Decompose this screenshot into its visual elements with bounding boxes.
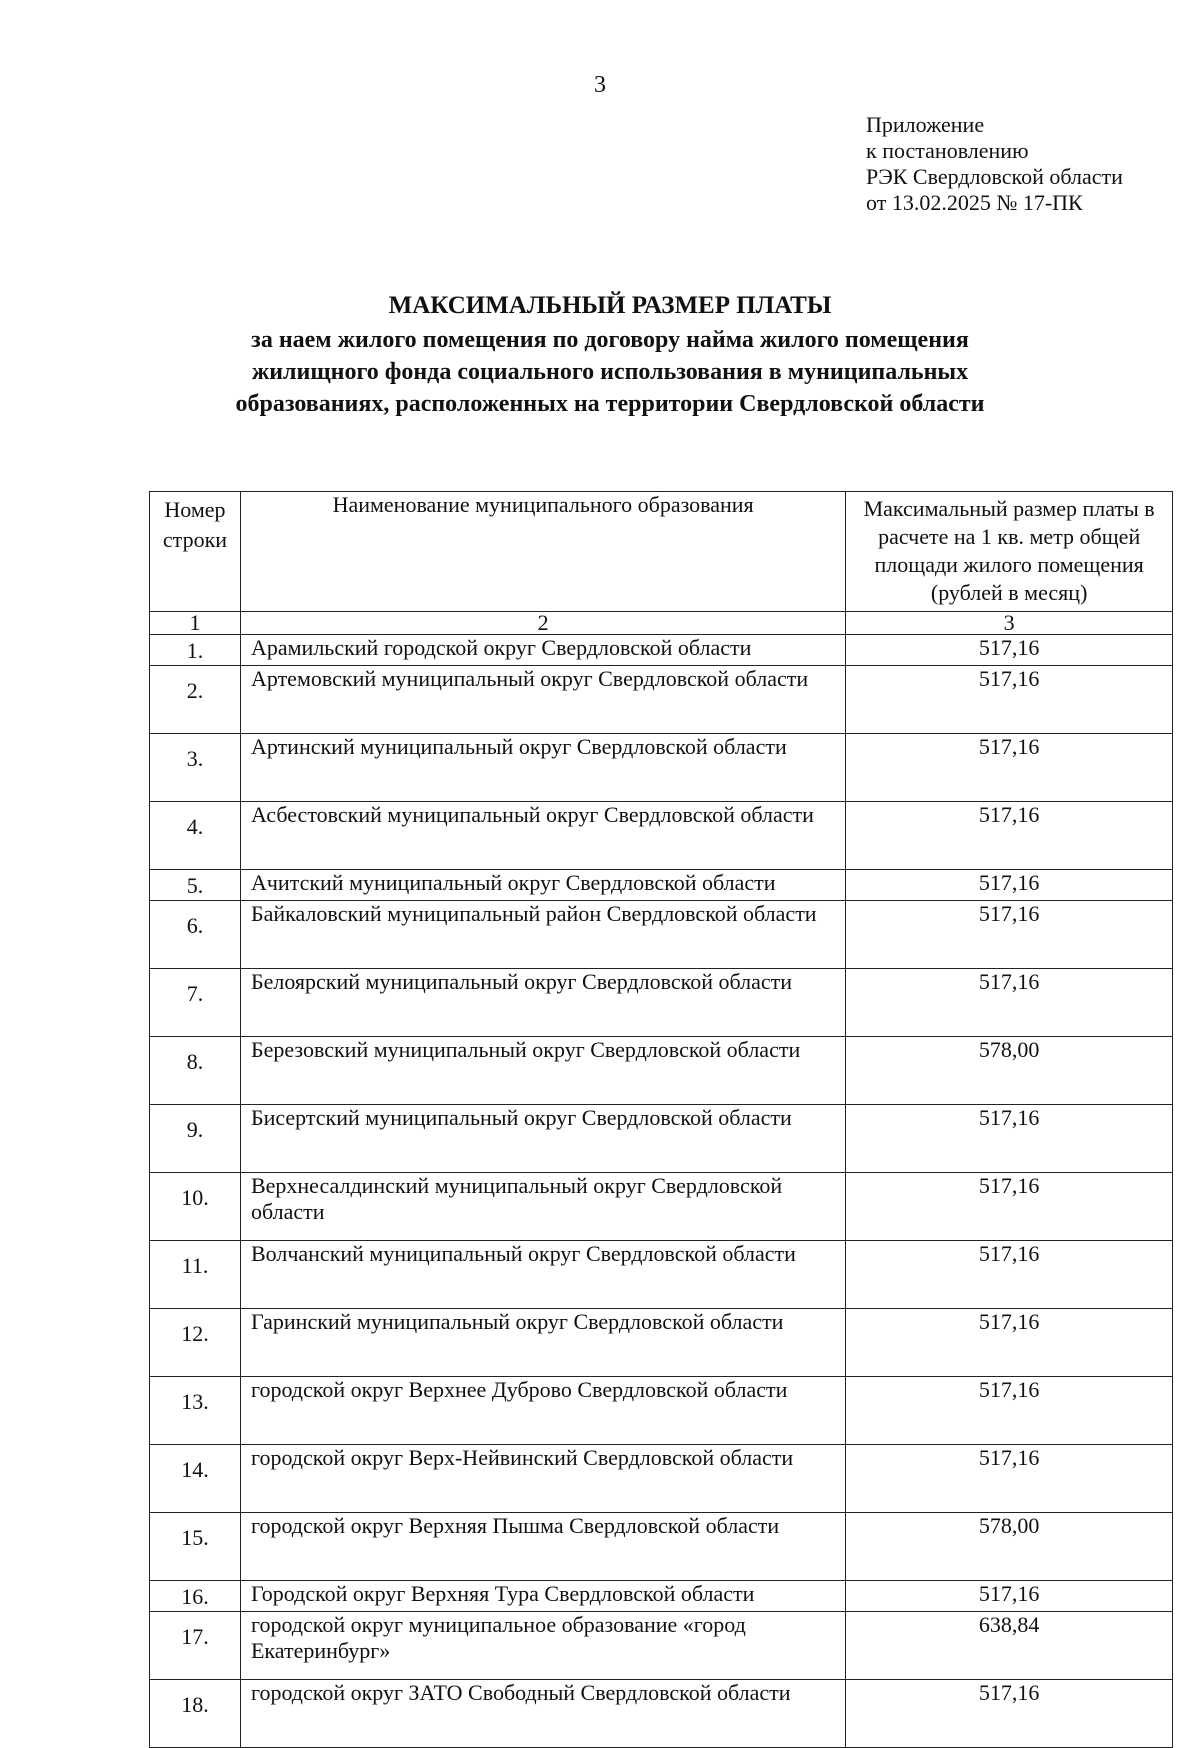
municipality-name: городской округ ЗАТО Свободный Свердловской области [240, 1680, 845, 1748]
municipality-name: Артемовский муниципальный округ Свердловской области [240, 666, 845, 734]
row-number: 8. [150, 1037, 241, 1105]
column-index: 1 [150, 612, 241, 635]
row-number: 13. [150, 1377, 241, 1445]
max-fee-value: 517,16 [846, 1241, 1173, 1309]
max-fee-value: 517,16 [846, 1680, 1173, 1748]
header-value: Максимальный размер платы в расчете на 1 кв. метр общей площади жилого помещения (рублей в месяц) [846, 492, 1173, 612]
row-number: 18. [150, 1680, 241, 1748]
appendix-line: к постановлению [866, 138, 1029, 163]
table-row [150, 1581, 1173, 1612]
page-number: 3 [594, 72, 606, 98]
row-number: 9. [150, 1105, 241, 1173]
title-subline: за наем жилого помещения по договору найма жилого помещения [251, 327, 969, 353]
appendix-line: Приложение [866, 112, 985, 137]
table-row [150, 901, 1173, 969]
header-row-number: Номер строки [150, 492, 241, 612]
municipality-name: Гаринский муниципальный округ Свердловской области [240, 1309, 845, 1377]
title-subline: образованиях, расположенных на территории Свердловской области [235, 391, 985, 417]
municipality-name: городской округ Верхняя Пышма Свердловской области [240, 1513, 845, 1581]
municipality-name: Ачитский муниципальный округ Свердловской области [240, 870, 845, 901]
table-row [150, 969, 1173, 1037]
table-row [150, 1037, 1173, 1105]
row-number: 7. [150, 969, 241, 1037]
document-title [150, 290, 1070, 420]
max-fee-value: 517,16 [846, 635, 1173, 666]
table-row [150, 666, 1173, 734]
table-row [150, 1241, 1173, 1309]
municipality-name: Асбестовский муниципальный округ Свердловской области [240, 802, 845, 870]
appendix-note [866, 112, 1123, 216]
title-main: МАКСИМАЛЬНЫЙ РАЗМЕР ПЛАТЫ [388, 292, 832, 319]
table-row [150, 1309, 1173, 1377]
row-number: 5. [150, 870, 241, 901]
table-row [150, 870, 1173, 901]
row-number: 2. [150, 666, 241, 734]
max-fee-value: 517,16 [846, 1581, 1173, 1612]
column-index: 3 [846, 612, 1173, 635]
row-number: 4. [150, 802, 241, 870]
row-number: 1. [150, 635, 241, 666]
max-fee-value: 517,16 [846, 802, 1173, 870]
municipality-name: городской округ Верхнее Дуброво Свердловской области [240, 1377, 845, 1445]
municipality-name: Верхнесалдинский муниципальный округ Свердловской области [240, 1173, 845, 1241]
column-index-row [150, 612, 1173, 635]
table-row [150, 734, 1173, 802]
municipality-name: городской округ Верх-Нейвинский Свердловской области [240, 1445, 845, 1513]
table-row [150, 1612, 1173, 1680]
municipality-name: городской округ муниципальное образование «город Екатеринбург» [240, 1612, 845, 1680]
max-fee-value: 517,16 [846, 901, 1173, 969]
max-fee-value: 517,16 [846, 734, 1173, 802]
appendix-line: от 13.02.2025 № 17-ПК [866, 190, 1083, 215]
max-fee-value: 517,16 [846, 969, 1173, 1037]
table-row [150, 1680, 1173, 1748]
appendix-line: РЭК Свердловской области [866, 164, 1123, 189]
municipality-name: Волчанский муниципальный округ Свердловской области [240, 1241, 845, 1309]
row-number: 11. [150, 1241, 241, 1309]
title-subline: жилищного фонда социального использования в муниципальных [251, 359, 969, 385]
row-number: 15. [150, 1513, 241, 1581]
row-number: 14. [150, 1445, 241, 1513]
max-fee-value: 517,16 [846, 1309, 1173, 1377]
table-row [150, 1513, 1173, 1581]
municipality-name: Байкаловский муниципальный район Свердловской области [240, 901, 845, 969]
municipality-name: Артинский муниципальный округ Свердловской области [240, 734, 845, 802]
table-row [150, 1377, 1173, 1445]
table-row [150, 1105, 1173, 1173]
table-header-row [150, 492, 1173, 612]
municipality-name: Городской округ Верхняя Тура Свердловской области [240, 1581, 845, 1612]
row-number: 12. [150, 1309, 241, 1377]
max-fee-value: 517,16 [846, 870, 1173, 901]
row-number: 3. [150, 734, 241, 802]
max-fee-value: 578,00 [846, 1513, 1173, 1581]
max-fee-value: 517,16 [846, 1105, 1173, 1173]
row-number: 16. [150, 1581, 241, 1612]
municipality-name: Белоярский муниципальный округ Свердловской области [240, 969, 845, 1037]
column-index: 2 [240, 612, 845, 635]
table-row [150, 1173, 1173, 1241]
max-fee-value: 517,16 [846, 1377, 1173, 1445]
max-fee-value: 638,84 [846, 1612, 1173, 1680]
row-number: 17. [150, 1612, 241, 1680]
row-number: 10. [150, 1173, 241, 1241]
municipality-name: Арамильский городской округ Свердловской области [240, 635, 845, 666]
table-row [150, 635, 1173, 666]
row-number: 6. [150, 901, 241, 969]
tariff-table [149, 491, 1173, 1748]
max-fee-value: 517,16 [846, 666, 1173, 734]
header-name: Наименование муниципального образования [240, 492, 845, 612]
table-row [150, 1445, 1173, 1513]
municipality-name: Бисертский муниципальный округ Свердловской области [240, 1105, 845, 1173]
max-fee-value: 517,16 [846, 1445, 1173, 1513]
max-fee-value: 517,16 [846, 1173, 1173, 1241]
municipality-name: Березовский муниципальный округ Свердловской области [240, 1037, 845, 1105]
table-row [150, 802, 1173, 870]
max-fee-value: 578,00 [846, 1037, 1173, 1105]
